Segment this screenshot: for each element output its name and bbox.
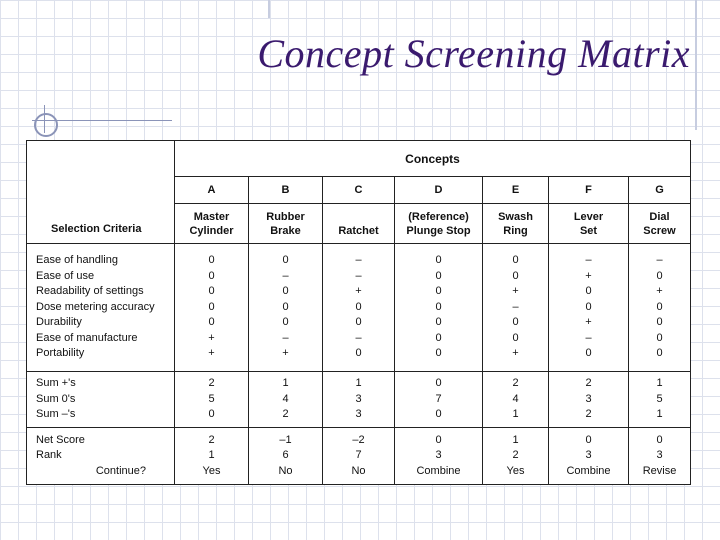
concept-name-line: Set [579,224,598,237]
rating-value: 0 [585,285,592,298]
sum-value: 2 [585,377,592,390]
rating-value: – [355,253,362,266]
concept-name-line: Ratchet [338,224,379,237]
score-value: 0 [435,433,442,446]
score-value: Combine [416,464,461,477]
sum-label: Sum 0's [36,392,76,405]
rating-value: 0 [512,331,519,344]
sum-value: 0 [208,408,215,421]
sum-value: 1 [512,408,519,421]
rating-value: 0 [656,316,663,329]
concept-scores-cell [483,428,549,485]
concept-name-line: Plunge Stop [406,224,471,237]
criterion-label: Ease of use [36,269,95,282]
criterion-label: Readability of settings [36,285,144,298]
sum-value: 0 [435,377,442,390]
score-value: 0 [656,433,663,446]
rating-value: 0 [208,253,215,266]
concept-name-cell [549,204,629,244]
score-value: 1 [512,433,519,446]
rating-value: + [208,347,215,360]
rating-value: + [585,269,592,282]
concept-ratings-cell [629,244,691,372]
sum-label: Sum +'s [36,377,76,390]
score-value: 2 [208,433,215,446]
rating-value: – [282,331,289,344]
decorative-circle-icon [34,113,58,137]
sum-value: 5 [656,392,663,405]
concept-name-cell [249,204,323,244]
criterion-label: Ease of manufacture [36,331,138,344]
concept-letter: A [175,177,249,204]
rating-value: 0 [656,269,663,282]
concept-name-cell [395,204,483,244]
concept-sums-cell [629,372,691,428]
rating-value: 0 [512,253,519,266]
rating-value: – [282,269,289,282]
score-value: No [351,464,366,477]
slide-title: Concept Screening Matrix [257,31,690,76]
score-value: 3 [435,449,442,462]
rating-value: 0 [435,285,442,298]
score-value: 2 [512,449,519,462]
rating-value: + [656,285,663,298]
score-value: –2 [352,433,365,446]
rating-value: + [512,285,519,298]
rating-value: 0 [282,285,289,298]
concept-name-cell [323,204,395,244]
selection-criteria-header: Selection Criteria [51,223,142,235]
rating-value: 0 [355,347,362,360]
rating-value: 0 [435,331,442,344]
sum-value: 1 [656,408,663,421]
score-value: No [278,464,293,477]
rating-value: – [585,331,592,344]
score-value: Yes [202,464,221,477]
score-value: 3 [656,449,663,462]
rating-value: + [512,347,519,360]
concept-ratings-cell [483,244,549,372]
rating-value: 0 [355,300,362,313]
sum-label: Sum –'s [36,408,76,421]
decorative-vertical-line-small [268,0,270,18]
concept-sums-cell [483,372,549,428]
concept-scores-cell [249,428,323,485]
concept-ratings-cell [323,244,395,372]
rating-value: 0 [208,300,215,313]
rating-value: + [282,347,289,360]
criteria-header-cell [27,141,175,244]
concept-name-line [323,210,394,224]
sum-value: 7 [435,392,442,405]
concept-sums-cell [249,372,323,428]
concept-name-line: Screw [643,224,676,237]
concept-letter: E [483,177,549,204]
rating-value: 0 [282,253,289,266]
concept-letter: G [629,177,691,204]
decorative-vertical-line [695,0,697,130]
score-label: Rank [36,449,62,462]
rating-value: 0 [282,316,289,329]
concept-scores-cell [175,428,249,485]
score-value: 6 [282,449,289,462]
concept-screening-table [26,140,691,485]
concept-ratings-cell [175,244,249,372]
sum-value: 1 [282,377,289,390]
sum-value: 1 [656,377,663,390]
rating-value: + [208,331,215,344]
rating-value: – [585,253,592,266]
criterion-label: Ease of handling [36,253,118,266]
rating-value: 0 [435,300,442,313]
rating-value: 0 [585,347,592,360]
rating-value: 0 [435,347,442,360]
concept-name-line: Dial [649,210,670,223]
concept-name-cell [483,204,549,244]
sum-value: 4 [512,392,519,405]
rating-value: 0 [355,316,362,329]
concept-sums-cell [323,372,395,428]
concept-letter: F [549,177,629,204]
criteria-labels-cell [27,244,175,372]
rating-value: 0 [208,269,215,282]
concept-scores-cell [323,428,395,485]
concept-ratings-cell [395,244,483,372]
rating-value: – [355,269,362,282]
score-value: 7 [355,449,362,462]
rating-value: – [512,300,519,313]
rating-value: 0 [208,316,215,329]
sum-value: 3 [585,392,592,405]
score-value: 1 [208,449,215,462]
rating-value: + [355,285,362,298]
sum-value: 2 [208,377,215,390]
score-labels-cell [27,428,175,485]
rating-value: 0 [512,316,519,329]
rating-value: + [585,316,592,329]
concept-name-line: Rubber [266,210,305,223]
score-value: 0 [585,433,592,446]
concept-name-line: Swash [498,210,533,223]
concept-letter: D [395,177,483,204]
criteria-section [27,244,691,372]
rating-value: 0 [585,300,592,313]
concept-sums-cell [395,372,483,428]
sum-value: 3 [355,392,362,405]
scores-section [27,428,691,485]
concept-letter: C [323,177,395,204]
concept-ratings-cell [249,244,323,372]
score-value: –1 [279,433,292,446]
concept-name-line: Brake [270,224,301,237]
concept-letter: B [249,177,323,204]
concept-scores-cell [549,428,629,485]
rating-value: 0 [435,316,442,329]
criterion-label: Durability [36,316,82,329]
rating-value: 0 [656,300,663,313]
score-value: 3 [585,449,592,462]
rating-value: 0 [282,300,289,313]
sum-value: 2 [282,408,289,421]
sum-value: 1 [355,377,362,390]
concept-ratings-cell [549,244,629,372]
concept-scores-cell [629,428,691,485]
concept-name-line: (Reference) [408,210,469,223]
score-label: Continue? [95,464,146,477]
rating-value: 0 [435,269,442,282]
criterion-label: Dose metering accuracy [36,300,155,313]
concept-scores-cell [395,428,483,485]
sum-value: 2 [512,377,519,390]
rating-value: 0 [656,347,663,360]
sum-value: 3 [355,408,362,421]
rating-value: – [355,331,362,344]
sums-section [27,372,691,428]
concept-name-cell [175,204,249,244]
rating-value: – [656,253,663,266]
concept-name-line: Lever [573,210,604,223]
concept-name-line: Cylinder [189,224,234,237]
score-value: Yes [506,464,525,477]
concept-sums-cell [175,372,249,428]
score-value: Combine [566,464,611,477]
sum-value: 4 [282,392,289,405]
score-label: Net Score [36,433,85,446]
rating-value: 0 [656,331,663,344]
sum-value: 2 [585,408,592,421]
concept-name-line: Ring [503,224,528,237]
score-value: Revise [642,464,677,477]
concepts-header: Concepts [175,141,691,177]
sum-labels-cell [27,372,175,428]
concept-name-cell [629,204,691,244]
concept-sums-cell [549,372,629,428]
criterion-label: Portability [36,347,85,360]
sum-value: 0 [435,408,442,421]
rating-value: 0 [435,253,442,266]
rating-value: 0 [208,285,215,298]
rating-value: 0 [512,269,519,282]
concept-name-line: Master [193,210,230,223]
sum-value: 5 [208,392,215,405]
